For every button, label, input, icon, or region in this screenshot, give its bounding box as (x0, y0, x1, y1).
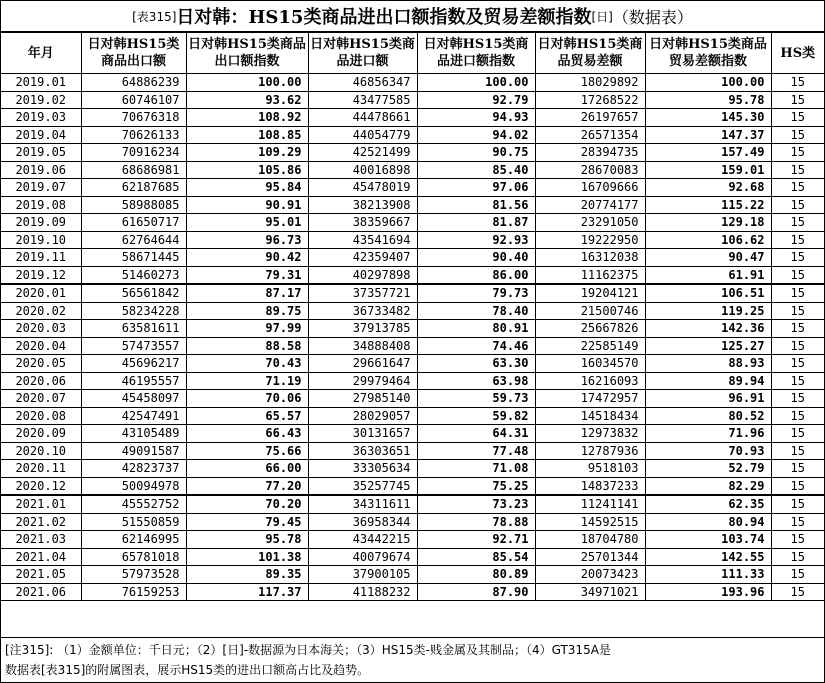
cell-hs: 15 (771, 583, 824, 601)
cell-hs: 15 (771, 425, 824, 443)
cell-balance-index: 62.35 (645, 495, 771, 513)
cell-balance-index: 129.18 (645, 214, 771, 232)
cell-import-index: 59.73 (417, 390, 535, 408)
cell-month: 2019.01 (1, 74, 81, 92)
cell-balance-index: 147.37 (645, 126, 771, 144)
cell-hs: 15 (771, 196, 824, 214)
cell-import: 36303651 (308, 442, 417, 460)
cell-import: 36958344 (308, 513, 417, 531)
cell-balance-index: 70.93 (645, 442, 771, 460)
cell-export-index: 108.85 (186, 126, 308, 144)
table-row (1, 74, 824, 92)
cell-balance: 9518103 (535, 460, 645, 478)
cell-import-index: 74.46 (417, 337, 535, 355)
cell-hs: 15 (771, 407, 824, 425)
table-row (1, 214, 824, 232)
cell-export: 58671445 (81, 249, 186, 267)
cell-hs: 15 (771, 126, 824, 144)
cell-balance-index: 106.51 (645, 284, 771, 302)
cell-export-index: 101.38 (186, 548, 308, 566)
cell-balance: 16312038 (535, 249, 645, 267)
cell-import: 40016898 (308, 161, 417, 179)
cell-month: 2021.03 (1, 531, 81, 549)
cell-hs: 15 (771, 477, 824, 495)
table-row (1, 91, 824, 109)
cell-balance: 28394735 (535, 144, 645, 162)
table-row (1, 196, 824, 214)
cell-month: 2020.03 (1, 320, 81, 338)
cell-import: 36733482 (308, 302, 417, 320)
cell-import-index: 78.40 (417, 302, 535, 320)
cell-export: 62146995 (81, 531, 186, 549)
cell-import: 43477585 (308, 91, 417, 109)
cell-import: 44054779 (308, 126, 417, 144)
cell-import-index: 81.56 (417, 196, 535, 214)
cell-export: 56561842 (81, 284, 186, 302)
cell-import-index: 87.90 (417, 583, 535, 601)
cell-export: 62764644 (81, 231, 186, 249)
cell-export-index: 70.43 (186, 355, 308, 373)
cell-export: 42823737 (81, 460, 186, 478)
cell-export-index: 71.19 (186, 372, 308, 390)
cell-hs: 15 (771, 531, 824, 549)
cell-month: 2019.05 (1, 144, 81, 162)
cell-import: 29661647 (308, 355, 417, 373)
cell-balance-index: 142.36 (645, 320, 771, 338)
cell-month: 2020.09 (1, 425, 81, 443)
cell-export: 63581611 (81, 320, 186, 338)
cell-balance: 17472957 (535, 390, 645, 408)
cell-hs: 15 (771, 144, 824, 162)
cell-import-index: 63.98 (417, 372, 535, 390)
cell-export: 51460273 (81, 266, 186, 284)
cell-balance-index: 193.96 (645, 583, 771, 601)
cell-export: 58234228 (81, 302, 186, 320)
cell-export: 70916234 (81, 144, 186, 162)
cell-export-index: 79.45 (186, 513, 308, 531)
cell-month: 2020.08 (1, 407, 81, 425)
cell-import-index: 71.08 (417, 460, 535, 478)
cell-month: 2019.03 (1, 109, 81, 127)
cell-export-index: 66.00 (186, 460, 308, 478)
cell-month: 2020.10 (1, 442, 81, 460)
cell-balance: 28670083 (535, 161, 645, 179)
cell-month: 2019.02 (1, 91, 81, 109)
table-row (1, 407, 824, 425)
cell-import: 34888408 (308, 337, 417, 355)
cell-import: 43442215 (308, 531, 417, 549)
cell-import-index: 75.25 (417, 477, 535, 495)
cell-import: 37900105 (308, 566, 417, 584)
cell-hs: 15 (771, 231, 824, 249)
table-row (1, 425, 824, 443)
cell-balance: 12973832 (535, 425, 645, 443)
cell-export: 45458097 (81, 390, 186, 408)
cell-export: 50094978 (81, 477, 186, 495)
trade-index-table (1, 32, 824, 601)
table-row (1, 231, 824, 249)
cell-balance-index: 115.22 (645, 196, 771, 214)
cell-hs: 15 (771, 495, 824, 513)
cell-export-index: 100.00 (186, 74, 308, 92)
cell-import-index: 100.00 (417, 74, 535, 92)
cell-balance-index: 96.91 (645, 390, 771, 408)
cell-export: 42547491 (81, 407, 186, 425)
table-row (1, 302, 824, 320)
cell-balance: 17268522 (535, 91, 645, 109)
cell-import: 40297898 (308, 266, 417, 284)
cell-month: 2019.11 (1, 249, 81, 267)
cell-balance-index: 61.91 (645, 266, 771, 284)
cell-month: 2019.04 (1, 126, 81, 144)
cell-import: 42521499 (308, 144, 417, 162)
table-row (1, 513, 824, 531)
cell-balance-index: 103.74 (645, 531, 771, 549)
cell-import-index: 80.89 (417, 566, 535, 584)
cell-month: 2019.12 (1, 266, 81, 284)
header-export-index: 日对韩HS15类商品出口额指数 (186, 33, 308, 74)
cell-balance-index: 142.55 (645, 548, 771, 566)
footnote-line-2: 数据表[表315]的附属图表，展示HS15类的进出口额高占比及趋势。 (5, 663, 370, 677)
cell-balance: 20774177 (535, 196, 645, 214)
cell-export: 64886239 (81, 74, 186, 92)
table-row (1, 442, 824, 460)
cell-import-index: 90.75 (417, 144, 535, 162)
title-prefix: [表315] (132, 9, 177, 24)
cell-import-index: 94.02 (417, 126, 535, 144)
cell-month: 2020.04 (1, 337, 81, 355)
cell-balance: 26571354 (535, 126, 645, 144)
cell-import-index: 86.00 (417, 266, 535, 284)
cell-hs: 15 (771, 109, 824, 127)
cell-export-index: 105.86 (186, 161, 308, 179)
table-title (1, 1, 824, 32)
cell-import: 29979464 (308, 372, 417, 390)
cell-import: 27985140 (308, 390, 417, 408)
cell-import-index: 64.31 (417, 425, 535, 443)
cell-hs: 15 (771, 284, 824, 302)
cell-import: 44478661 (308, 109, 417, 127)
footnote-line-1: [注315]: （1）金额单位：千日元；（2）[日]-数据源为日本海关；（3）HS15类-贱金属及其制品；（4）GT315A是 (5, 643, 611, 657)
cell-hs: 15 (771, 566, 824, 584)
header-import-index: 日对韩HS15类商品进口额指数 (417, 33, 535, 74)
cell-import: 40079674 (308, 548, 417, 566)
table-row (1, 179, 824, 197)
cell-export-index: 77.20 (186, 477, 308, 495)
cell-balance: 26197657 (535, 109, 645, 127)
cell-balance: 14518434 (535, 407, 645, 425)
cell-hs: 15 (771, 266, 824, 284)
cell-import-index: 85.40 (417, 161, 535, 179)
cell-export: 61650717 (81, 214, 186, 232)
cell-balance-index: 125.27 (645, 337, 771, 355)
cell-export: 45552752 (81, 495, 186, 513)
cell-export-index: 117.37 (186, 583, 308, 601)
cell-balance: 34971021 (535, 583, 645, 601)
cell-month: 2019.10 (1, 231, 81, 249)
header-balance: 日对韩HS15类商品贸易差额 (535, 33, 645, 74)
cell-balance: 14837233 (535, 477, 645, 495)
cell-hs: 15 (771, 302, 824, 320)
title-source-tag: [日] (591, 9, 613, 24)
cell-balance-index: 92.68 (645, 179, 771, 197)
cell-month: 2019.06 (1, 161, 81, 179)
cell-hs: 15 (771, 179, 824, 197)
cell-import-index: 73.23 (417, 495, 535, 513)
cell-export-index: 87.17 (186, 284, 308, 302)
header-row (1, 33, 824, 74)
cell-export: 46195557 (81, 372, 186, 390)
cell-import: 45478019 (308, 179, 417, 197)
cell-month: 2019.08 (1, 196, 81, 214)
cell-hs: 15 (771, 548, 824, 566)
cell-month: 2021.04 (1, 548, 81, 566)
cell-balance-index: 100.00 (645, 74, 771, 92)
cell-balance-index: 157.49 (645, 144, 771, 162)
cell-balance: 16034570 (535, 355, 645, 373)
cell-import: 35257745 (308, 477, 417, 495)
cell-balance: 18704780 (535, 531, 645, 549)
cell-import: 37357721 (308, 284, 417, 302)
cell-export: 57473557 (81, 337, 186, 355)
header-export: 日对韩HS15类商品出口额 (81, 33, 186, 74)
cell-export-index: 90.42 (186, 249, 308, 267)
cell-month: 2021.02 (1, 513, 81, 531)
table-row (1, 284, 824, 302)
table-row (1, 144, 824, 162)
cell-import: 43541694 (308, 231, 417, 249)
cell-export: 45696217 (81, 355, 186, 373)
cell-hs: 15 (771, 460, 824, 478)
table-row (1, 126, 824, 144)
cell-export-index: 96.73 (186, 231, 308, 249)
cell-balance-index: 80.52 (645, 407, 771, 425)
cell-export: 57973528 (81, 566, 186, 584)
cell-balance: 11241141 (535, 495, 645, 513)
cell-hs: 15 (771, 91, 824, 109)
table-row (1, 337, 824, 355)
cell-hs: 15 (771, 320, 824, 338)
cell-balance-index: 82.29 (645, 477, 771, 495)
cell-export: 60746107 (81, 91, 186, 109)
cell-export: 68686981 (81, 161, 186, 179)
cell-balance-index: 145.30 (645, 109, 771, 127)
cell-import-index: 78.88 (417, 513, 535, 531)
table-row (1, 320, 824, 338)
cell-balance-index: 106.62 (645, 231, 771, 249)
cell-import-index: 90.40 (417, 249, 535, 267)
cell-export: 51550859 (81, 513, 186, 531)
cell-export-index: 89.75 (186, 302, 308, 320)
table-row (1, 477, 824, 495)
cell-balance-index: 88.93 (645, 355, 771, 373)
cell-balance-index: 95.78 (645, 91, 771, 109)
cell-import-index: 63.30 (417, 355, 535, 373)
cell-balance: 21500746 (535, 302, 645, 320)
cell-balance: 19222950 (535, 231, 645, 249)
cell-import-index: 80.91 (417, 320, 535, 338)
cell-hs: 15 (771, 372, 824, 390)
cell-month: 2021.05 (1, 566, 81, 584)
cell-balance: 12787936 (535, 442, 645, 460)
header-import: 日对韩HS15类商品进口额 (308, 33, 417, 74)
cell-export-index: 79.31 (186, 266, 308, 284)
cell-export-index: 75.66 (186, 442, 308, 460)
table-row (1, 460, 824, 478)
table-row (1, 495, 824, 513)
cell-import-index: 59.82 (417, 407, 535, 425)
table-row (1, 266, 824, 284)
cell-balance-index: 71.96 (645, 425, 771, 443)
cell-import-index: 92.93 (417, 231, 535, 249)
cell-month: 2020.05 (1, 355, 81, 373)
table-row (1, 531, 824, 549)
cell-balance: 11162375 (535, 266, 645, 284)
cell-export-index: 95.78 (186, 531, 308, 549)
cell-import: 41188232 (308, 583, 417, 601)
cell-export: 70676318 (81, 109, 186, 127)
table-row (1, 372, 824, 390)
table-row (1, 249, 824, 267)
cell-import: 42359407 (308, 249, 417, 267)
cell-export-index: 70.06 (186, 390, 308, 408)
table-row (1, 583, 824, 601)
cell-month: 2019.07 (1, 179, 81, 197)
cell-month: 2020.02 (1, 302, 81, 320)
cell-hs: 15 (771, 161, 824, 179)
cell-export: 49091587 (81, 442, 186, 460)
cell-balance: 14592515 (535, 513, 645, 531)
cell-month: 2020.06 (1, 372, 81, 390)
cell-export-index: 70.20 (186, 495, 308, 513)
cell-balance-index: 111.33 (645, 566, 771, 584)
cell-import: 33305634 (308, 460, 417, 478)
cell-export-index: 90.91 (186, 196, 308, 214)
cell-balance: 22585149 (535, 337, 645, 355)
cell-balance-index: 89.94 (645, 372, 771, 390)
cell-import: 38213908 (308, 196, 417, 214)
header-hs: HS类 (771, 33, 824, 74)
cell-import-index: 81.87 (417, 214, 535, 232)
cell-balance: 16709666 (535, 179, 645, 197)
cell-import-index: 79.73 (417, 284, 535, 302)
cell-export: 76159253 (81, 583, 186, 601)
cell-hs: 15 (771, 513, 824, 531)
cell-export: 58988085 (81, 196, 186, 214)
cell-balance-index: 80.94 (645, 513, 771, 531)
cell-export: 65781018 (81, 548, 186, 566)
cell-balance-index: 159.01 (645, 161, 771, 179)
table-row (1, 109, 824, 127)
cell-export-index: 95.84 (186, 179, 308, 197)
header-balance-index: 日对韩HS15类商品贸易差额指数 (645, 33, 771, 74)
cell-import: 30131657 (308, 425, 417, 443)
cell-balance-index: 119.25 (645, 302, 771, 320)
cell-export-index: 93.62 (186, 91, 308, 109)
table-body (1, 74, 824, 601)
cell-export-index: 89.35 (186, 566, 308, 584)
cell-import: 38359667 (308, 214, 417, 232)
header-month: 年月 (1, 33, 81, 74)
table-row (1, 161, 824, 179)
cell-export-index: 66.43 (186, 425, 308, 443)
cell-import: 34311611 (308, 495, 417, 513)
cell-balance: 25667826 (535, 320, 645, 338)
cell-import-index: 94.93 (417, 109, 535, 127)
table-row (1, 355, 824, 373)
cell-month: 2020.12 (1, 477, 81, 495)
title-main: 日对韩：HS15类商品进出口额指数及贸易差额指数 (176, 7, 592, 28)
table-row (1, 390, 824, 408)
cell-balance: 19204121 (535, 284, 645, 302)
cell-month: 2021.06 (1, 583, 81, 601)
cell-import-index: 85.54 (417, 548, 535, 566)
table-row (1, 548, 824, 566)
cell-month: 2021.01 (1, 495, 81, 513)
cell-hs: 15 (771, 214, 824, 232)
cell-import: 46856347 (308, 74, 417, 92)
cell-import-index: 97.06 (417, 179, 535, 197)
table-row (1, 566, 824, 584)
cell-import-index: 92.71 (417, 531, 535, 549)
cell-month: 2020.11 (1, 460, 81, 478)
cell-balance-index: 90.47 (645, 249, 771, 267)
cell-month: 2019.09 (1, 214, 81, 232)
cell-hs: 15 (771, 390, 824, 408)
cell-balance: 25701344 (535, 548, 645, 566)
table-footnote (1, 637, 824, 682)
cell-hs: 15 (771, 355, 824, 373)
cell-export: 62187685 (81, 179, 186, 197)
cell-month: 2020.07 (1, 390, 81, 408)
cell-hs: 15 (771, 337, 824, 355)
cell-export-index: 88.58 (186, 337, 308, 355)
cell-export: 70626133 (81, 126, 186, 144)
cell-hs: 15 (771, 74, 824, 92)
cell-balance: 16216093 (535, 372, 645, 390)
cell-import-index: 92.79 (417, 91, 535, 109)
cell-hs: 15 (771, 249, 824, 267)
cell-balance: 18029892 (535, 74, 645, 92)
cell-hs: 15 (771, 442, 824, 460)
cell-month: 2020.01 (1, 284, 81, 302)
cell-import-index: 77.48 (417, 442, 535, 460)
cell-export-index: 97.99 (186, 320, 308, 338)
title-suffix: （数据表） (612, 7, 693, 27)
cell-export-index: 109.29 (186, 144, 308, 162)
cell-export: 43105489 (81, 425, 186, 443)
cell-balance: 23291050 (535, 214, 645, 232)
cell-balance-index: 52.79 (645, 460, 771, 478)
cell-export-index: 108.92 (186, 109, 308, 127)
cell-balance: 20073423 (535, 566, 645, 584)
cell-export-index: 65.57 (186, 407, 308, 425)
cell-export-index: 95.01 (186, 214, 308, 232)
cell-import: 28029057 (308, 407, 417, 425)
cell-import: 37913785 (308, 320, 417, 338)
